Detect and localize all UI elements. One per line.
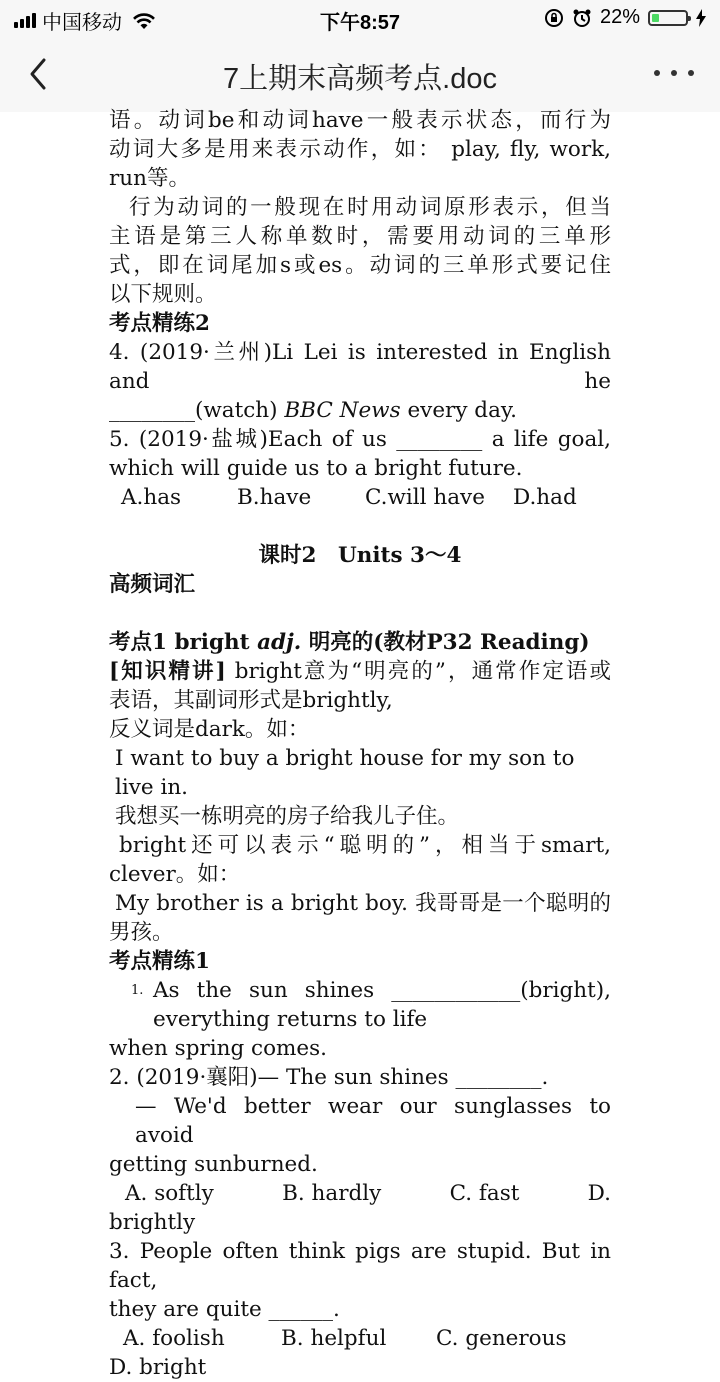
example-translation: 我想买一栋明亮的房子给我儿子住。 — [115, 804, 460, 829]
option: B. hardly — [282, 1181, 382, 1206]
text-line: they are quite ______. — [109, 1297, 340, 1322]
status-bar — [0, 0, 720, 36]
practice-3: 3. People often think pigs are stupid. But in fact, — [109, 1239, 611, 1293]
document-content — [109, 106, 611, 1382]
text-line: everything returns to life — [153, 1007, 428, 1032]
battery-fill — [652, 14, 659, 22]
text-line: brightly — [109, 1210, 196, 1235]
example-sentence: I want to buy a bright house for my son to live in. — [115, 746, 575, 800]
option: C. fast — [449, 1181, 520, 1206]
battery-percent: 22% — [599, 6, 640, 28]
practice-1: 1. As the sun shines ____________(bright), — [109, 976, 611, 1005]
option: B. helpful — [281, 1326, 387, 1351]
text-line: 以下规则。 — [109, 282, 217, 307]
knowledge-text: [知识精讲] bright意为“明亮的”，通常作定语或 — [109, 659, 611, 684]
carrier-name: 中国移动 — [42, 12, 122, 34]
charging-icon — [696, 9, 706, 27]
back-button[interactable] — [22, 54, 56, 94]
question-4-line2: ________(watch) BBC News every day. — [109, 398, 518, 423]
practice-3-options — [109, 1324, 611, 1353]
section-heading: 高频词汇 — [109, 572, 196, 597]
list-number: 1. — [131, 983, 144, 998]
text-line: 主语是第三人称单数时，需要用动词的三单形 — [109, 224, 611, 249]
option: C. generous — [436, 1326, 567, 1351]
option: C.will have — [365, 485, 485, 510]
text-line: 反义词是dark。如： — [109, 717, 310, 742]
option: A. softly — [125, 1181, 214, 1206]
text-line: run等。 — [109, 166, 190, 191]
option: A.has — [121, 485, 182, 510]
text-line: 式，即在词尾加s或es。动词的三单形式要记住 — [109, 253, 611, 278]
example-sentence: My brother is a bright boy. 我哥哥是一个聪明的 — [115, 891, 611, 916]
text-line: bright还可以表示“聪明的”，相当于smart, — [119, 833, 611, 858]
lesson-heading: 课时2 Units 3～4 — [258, 543, 462, 568]
question-5-line2: which will guide us to a bright future. — [109, 456, 523, 481]
text-line: getting sunburned. — [109, 1152, 318, 1177]
text-line: 表语，其副词形式是brightly, — [109, 688, 393, 713]
alarm-icon — [572, 8, 592, 28]
text-line: D. bright — [109, 1355, 207, 1380]
practice-2-options — [109, 1179, 611, 1208]
orientation-lock-icon — [544, 8, 564, 28]
nav-bar — [0, 36, 720, 112]
point-heading: 考点1 bright adj. 明亮的(教材P32 Reading) — [109, 630, 590, 655]
clock: 下午8:57 — [319, 12, 401, 34]
document-title: 7上期末高频考点.doc — [223, 63, 497, 95]
text-line: 动词大多是用来表示动作，如： play, fly, work, — [109, 137, 611, 162]
text-line: 行为动词的一般现在时用动词原形表示，但当 — [129, 195, 611, 220]
text-line: 语。动词be和动词have一般表示状态，而行为 — [109, 108, 611, 133]
option: D. — [587, 1181, 611, 1206]
battery-icon — [648, 10, 688, 26]
more-horizontal-icon — [654, 70, 660, 76]
question-4: 4. (2019·兰州)Li Lei is interested in English and he — [109, 340, 611, 394]
section-heading: 考点精练2 — [109, 311, 210, 336]
option: B.have — [237, 485, 312, 510]
text-line: clever。如： — [109, 862, 241, 887]
more-button[interactable] — [654, 58, 694, 88]
practice-2: 2. (2019·襄阳)— The sun shines ________. — [109, 1065, 549, 1090]
option: A. foolish — [123, 1326, 225, 1351]
text-line: — We'd better wear our sunglasses to avoid — [135, 1094, 611, 1148]
option: D.had — [513, 485, 577, 510]
section-heading: 考点精练1 — [109, 949, 210, 974]
text-line: when spring comes. — [109, 1036, 328, 1061]
question-5-options — [109, 483, 611, 512]
chevron-left-icon — [22, 54, 56, 94]
text-line: 男孩。 — [109, 920, 174, 945]
status-right — [544, 6, 706, 29]
question-5: 5. (2019·盐城)Each of us ________ a life goal, — [109, 427, 611, 452]
